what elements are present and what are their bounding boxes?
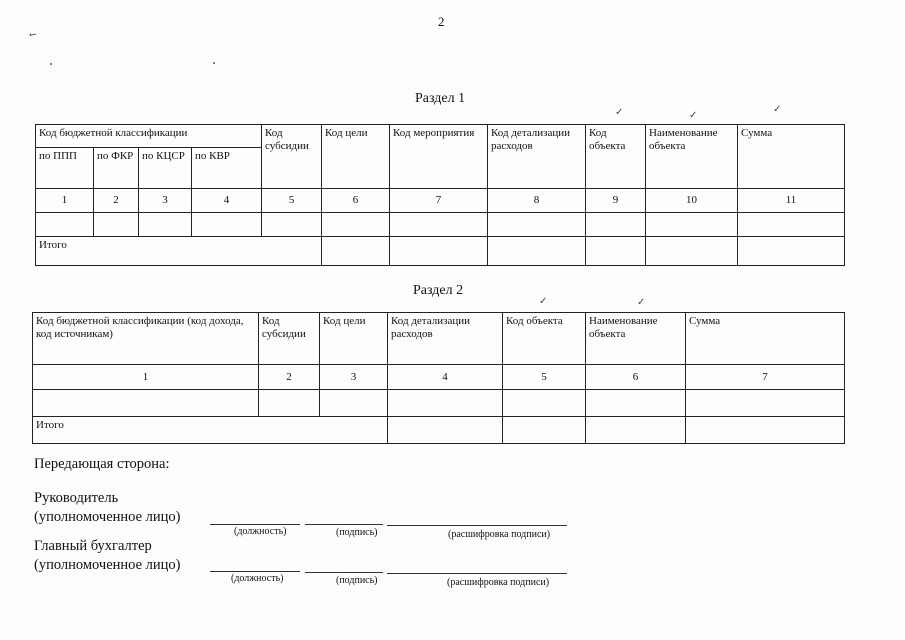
table-cell <box>390 237 488 266</box>
table-cell <box>503 417 586 444</box>
table-cell <box>33 390 259 417</box>
section2-title: Раздел 2 <box>413 283 464 298</box>
column-number: 5 <box>503 365 586 390</box>
header-goal-code: Код цели <box>320 313 388 365</box>
header-detail-code: Код детализации расходов <box>388 313 503 365</box>
accountant-label <box>34 537 181 575</box>
table-cell <box>322 213 390 237</box>
column-number-row <box>33 365 845 390</box>
column-number: 2 <box>94 189 139 213</box>
header-object-name: Наименование объекта <box>646 125 738 189</box>
column-number: 1 <box>36 189 94 213</box>
checkmark-icon: ✓ <box>539 296 548 307</box>
column-number: 5 <box>262 189 322 213</box>
signature-line <box>305 524 383 525</box>
head-label <box>34 489 181 527</box>
accountant-title: Главный бухгалтер <box>34 538 152 554</box>
column-number: 11 <box>738 189 845 213</box>
header-event-code: Код мероприятия <box>390 125 488 189</box>
column-number-row <box>36 189 845 213</box>
section2-table <box>32 312 845 444</box>
total-row <box>36 237 845 266</box>
table-cell <box>262 213 322 237</box>
header-object-code: Код объекта <box>503 313 586 365</box>
table-cell <box>320 390 388 417</box>
table-cell <box>646 237 738 266</box>
decoding-caption: (расшифровка подписи) <box>447 577 550 588</box>
decoding-line <box>387 525 567 526</box>
table-cell <box>390 213 488 237</box>
checkmark-icon: ✓ <box>615 107 624 118</box>
head-title: Руководитель <box>34 490 119 506</box>
section1-title: Раздел 1 <box>415 91 466 106</box>
table-cell <box>738 237 845 266</box>
header-goal-code: Код цели <box>322 125 390 189</box>
total-label: Итого <box>33 417 388 444</box>
header-kcsr: по КЦСР <box>139 148 192 189</box>
header-object-name: Наименование объекта <box>586 313 686 365</box>
table-cell <box>388 390 503 417</box>
position-line <box>210 524 300 525</box>
column-number: 9 <box>586 189 646 213</box>
table-row <box>36 213 845 237</box>
position-caption: (должность) <box>234 526 287 537</box>
scan-mark: ✓ <box>25 28 39 43</box>
column-number: 7 <box>686 365 845 390</box>
header-budget-classification: Код бюджетной классификации <box>36 125 262 148</box>
header-subsidy-code: Код субсидии <box>259 313 320 365</box>
column-number: 2 <box>259 365 320 390</box>
header-ppp: по ППП <box>36 148 94 189</box>
checkmark-icon: ✓ <box>689 110 698 121</box>
checkmark-icon: ✓ <box>773 104 782 115</box>
page-number: 2 <box>438 14 445 29</box>
scan-speck <box>213 62 215 64</box>
table-cell <box>646 213 738 237</box>
accountant-subtitle: (уполномоченное лицо) <box>34 557 181 573</box>
signature-line <box>305 572 383 573</box>
table-cell <box>259 390 320 417</box>
column-number: 3 <box>320 365 388 390</box>
column-number: 6 <box>322 189 390 213</box>
table-cell <box>36 213 94 237</box>
table-cell <box>686 417 845 444</box>
transferring-party-label: Передающая сторона: <box>34 456 170 472</box>
header-detail-code: Код детализации расходов <box>488 125 586 189</box>
column-number: 8 <box>488 189 586 213</box>
total-row <box>33 417 845 444</box>
header-object-code: Код объекта <box>586 125 646 189</box>
decoding-line <box>387 573 567 574</box>
signature-caption: (подпись) <box>336 527 378 538</box>
table-cell <box>488 213 586 237</box>
total-label: Итого <box>36 237 322 266</box>
checkmark-icon: ✓ <box>637 297 646 308</box>
decoding-caption: (расшифровка подписи) <box>448 529 551 540</box>
scan-speck <box>50 63 52 65</box>
column-number: 3 <box>139 189 192 213</box>
table-cell <box>139 213 192 237</box>
table-cell <box>192 213 262 237</box>
table-cell <box>686 390 845 417</box>
table-cell <box>586 237 646 266</box>
table-cell <box>488 237 586 266</box>
table-cell <box>322 237 390 266</box>
position-caption: (должность) <box>231 573 284 584</box>
header-kvr: по КВР <box>192 148 262 189</box>
header-subsidy-code: Код субсидии <box>262 125 322 189</box>
column-number: 1 <box>33 365 259 390</box>
column-number: 4 <box>388 365 503 390</box>
signature-caption: (подпись) <box>336 575 378 586</box>
table-cell <box>586 390 686 417</box>
table-cell <box>586 417 686 444</box>
table-row <box>33 390 845 417</box>
header-sum: Сумма <box>686 313 845 365</box>
column-number: 6 <box>586 365 686 390</box>
column-number: 4 <box>192 189 262 213</box>
table-cell <box>738 213 845 237</box>
header-budget-classification: Код бюджетной классификации (код дохода, код источникам) <box>33 313 259 365</box>
header-sum: Сумма <box>738 125 845 189</box>
section1-table <box>35 124 845 266</box>
head-subtitle: (уполномоченное лицо) <box>34 509 181 525</box>
table-cell <box>388 417 503 444</box>
column-number: 10 <box>646 189 738 213</box>
position-line <box>210 571 300 572</box>
table-cell <box>94 213 139 237</box>
table-cell <box>503 390 586 417</box>
table-cell <box>586 213 646 237</box>
header-fkr: по ФКР <box>94 148 139 189</box>
column-number: 7 <box>390 189 488 213</box>
